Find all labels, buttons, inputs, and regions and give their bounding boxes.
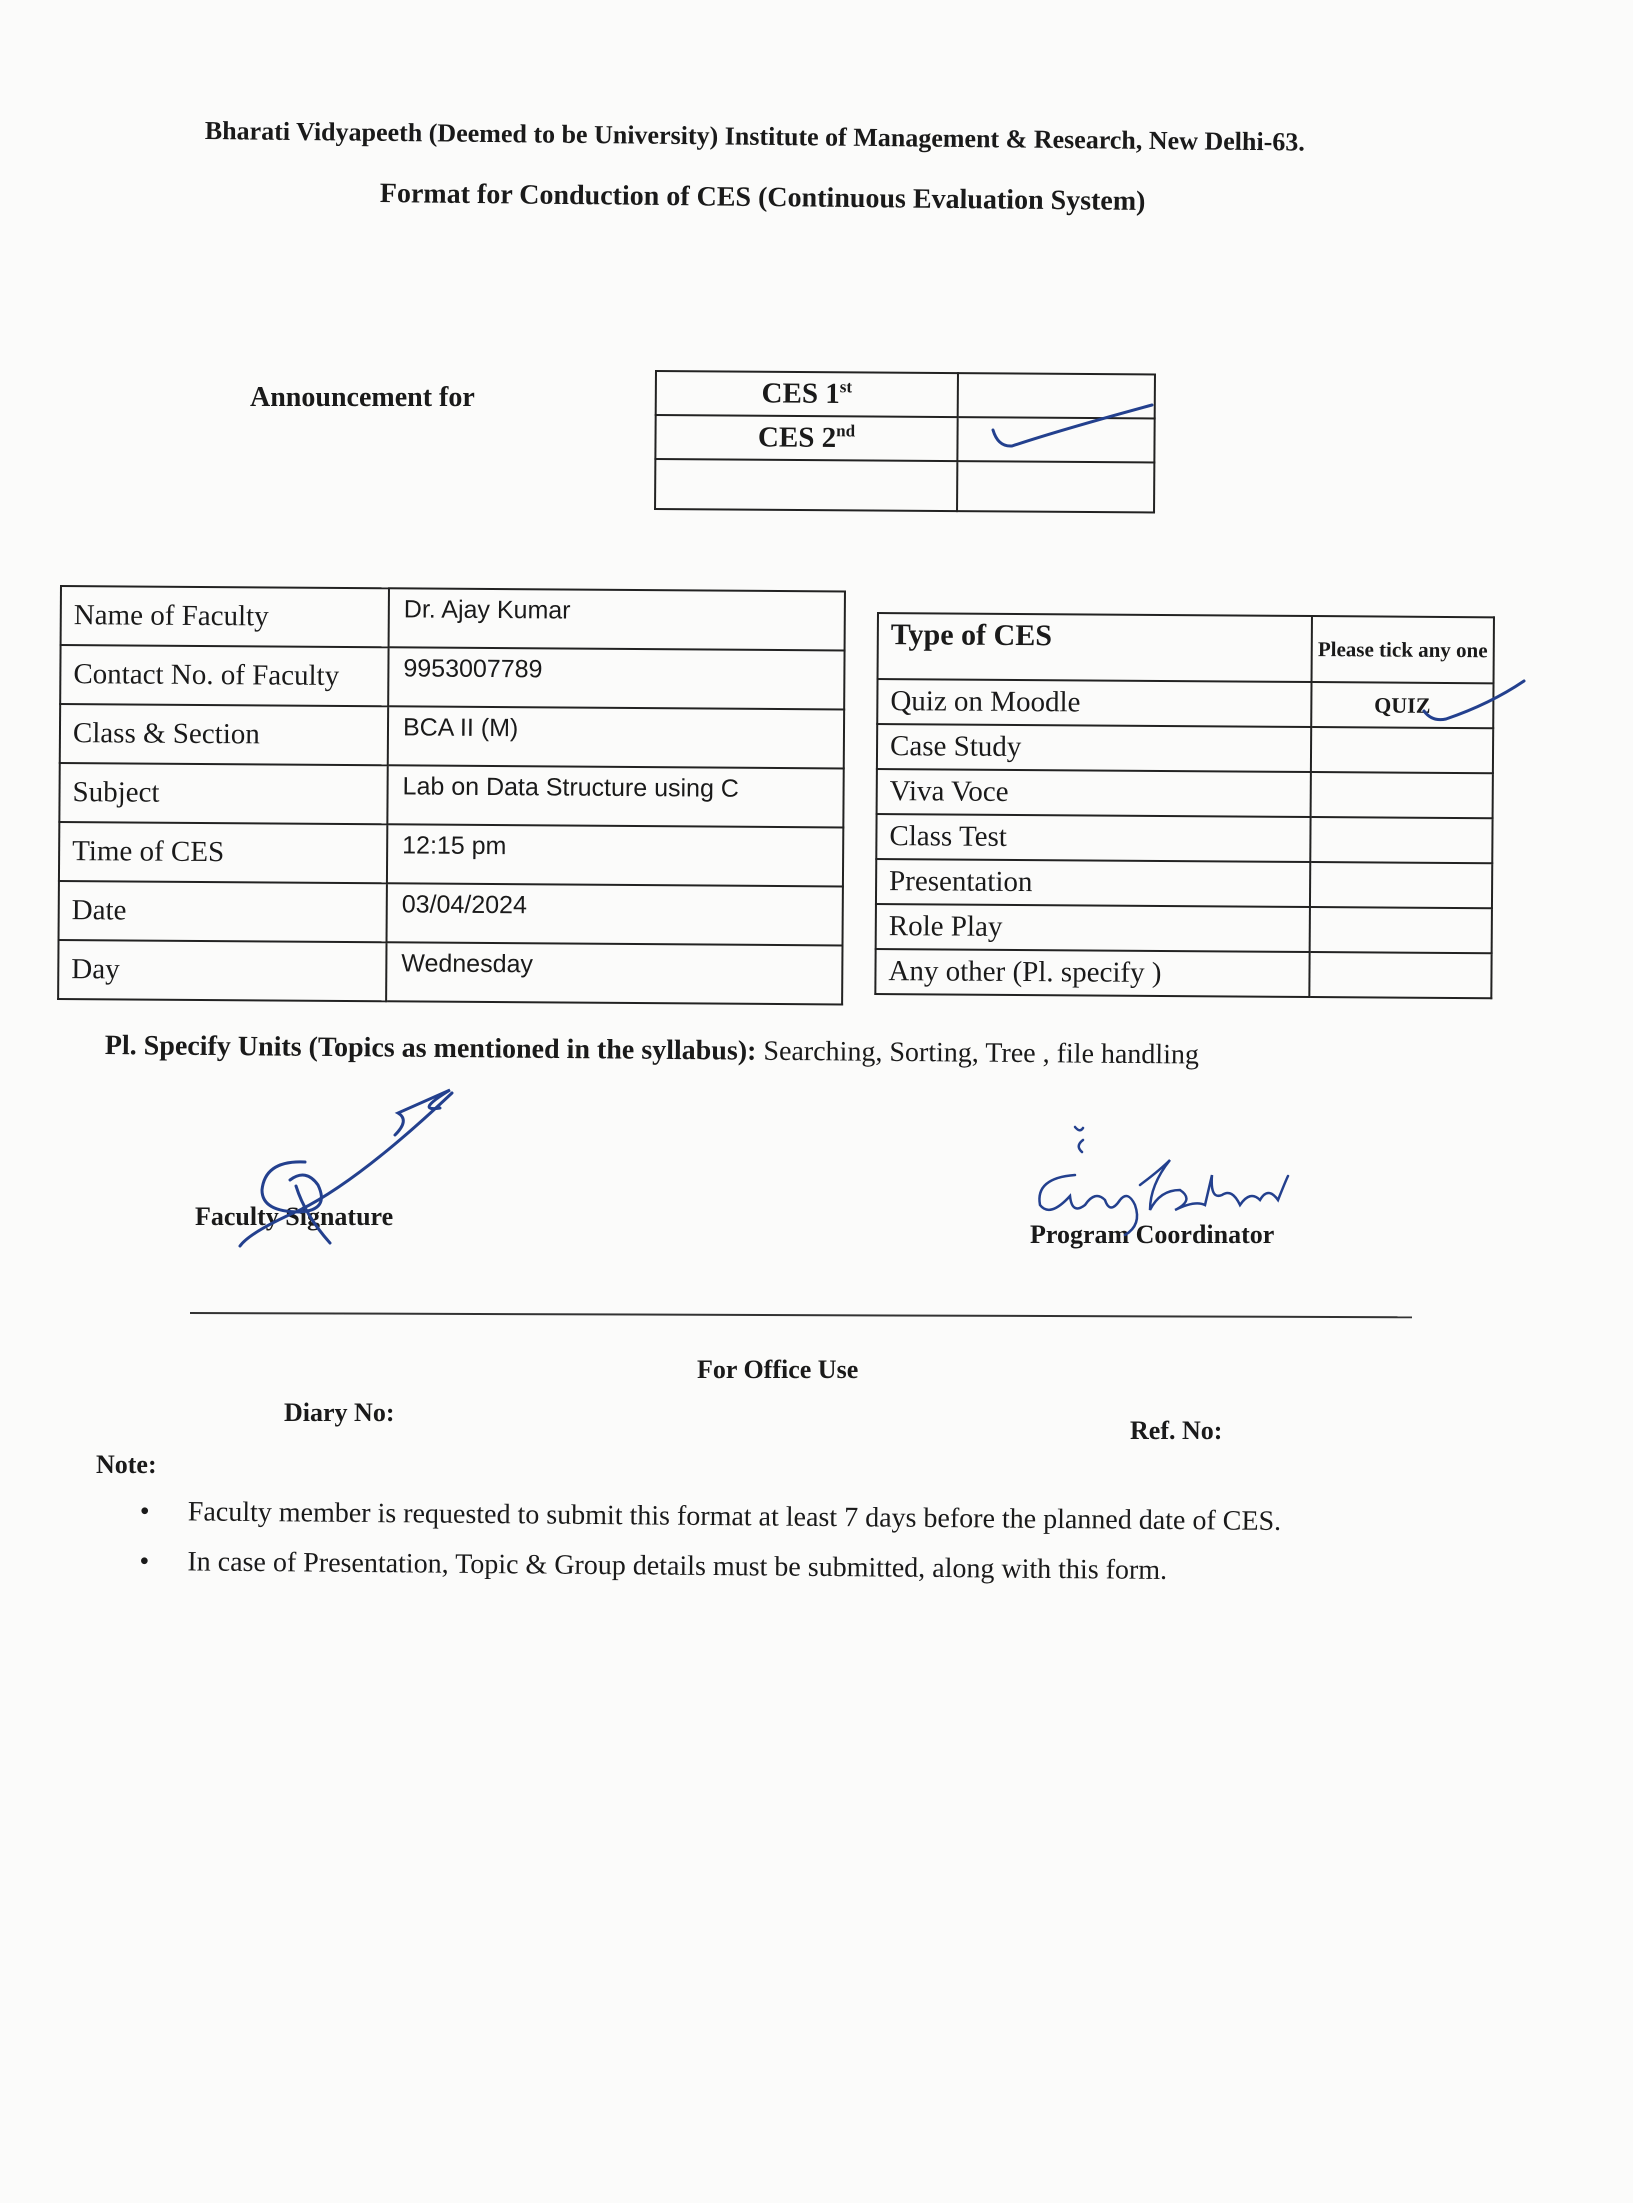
field-value[interactable]: BCA II (M) bbox=[388, 706, 844, 768]
ces-type-label: Role Play bbox=[876, 904, 1310, 952]
note-text: Faculty member is requested to submit this format at least 7 days before the planned date of CES. bbox=[187, 1496, 1282, 1537]
coordinator-signature bbox=[1039, 1127, 1288, 1235]
ces-type-label: Any other (Pl. specify ) bbox=[875, 949, 1309, 997]
diary-no-label: Diary No: bbox=[284, 1398, 395, 1427]
announcement-tick-cell[interactable] bbox=[957, 417, 1154, 462]
form-title: Format for Conduction of CES (Continuous Evaluation System) bbox=[379, 178, 1146, 218]
bullet-icon: • bbox=[139, 1496, 150, 1528]
field-label: Subject bbox=[59, 763, 387, 824]
note-text: In case of Presentation, Topic & Group details must be submitted, along with this form. bbox=[187, 1546, 1168, 1586]
institute-heading: Bharati Vidyapeeth (Deemed to be University) Institute of Management & Research, New Delhi-63. bbox=[204, 116, 1305, 157]
ces-type-tick-cell[interactable]: QUIZ bbox=[1311, 682, 1493, 728]
units-value[interactable]: Searching, Sorting, Tree , file handling bbox=[763, 1035, 1200, 1071]
field-value[interactable]: 03/04/2024 bbox=[387, 883, 843, 945]
faculty-details-table bbox=[57, 585, 846, 1005]
divider bbox=[190, 1312, 1412, 1318]
office-use-title: For Office Use bbox=[697, 1355, 859, 1384]
tick-header: Please tick any one bbox=[1312, 616, 1494, 683]
ces-type-table bbox=[874, 612, 1495, 999]
field-value[interactable]: Lab on Data Structure using C bbox=[387, 765, 843, 827]
table-row bbox=[876, 904, 1492, 953]
announcement-tick-cell[interactable] bbox=[958, 373, 1155, 418]
field-label: Class & Section bbox=[60, 704, 388, 765]
list-item bbox=[140, 1496, 1282, 1538]
announcement-ces-sup: st bbox=[839, 377, 853, 397]
field-label: Time of CES bbox=[59, 822, 387, 883]
announcement-ces-name: CES 2 bbox=[757, 421, 837, 455]
field-label: Date bbox=[59, 881, 387, 942]
table-row bbox=[60, 645, 844, 709]
faculty-signature-label: Faculty Signature bbox=[195, 1202, 394, 1231]
table-row bbox=[877, 724, 1493, 773]
table-row bbox=[60, 704, 844, 768]
ces-type-tick-cell[interactable] bbox=[1310, 817, 1492, 863]
notes-list bbox=[139, 1496, 1281, 1606]
announcement-ces-cell bbox=[656, 371, 958, 417]
ces-type-tick-cell[interactable] bbox=[1311, 772, 1493, 818]
table-row bbox=[59, 822, 843, 886]
field-value[interactable]: 12:15 pm bbox=[387, 824, 843, 886]
table-header-row bbox=[878, 613, 1494, 683]
table-row bbox=[877, 769, 1493, 818]
table-row bbox=[61, 586, 845, 650]
ces-type-tick-cell[interactable] bbox=[1310, 907, 1492, 953]
type-header: Type of CES bbox=[878, 613, 1312, 682]
announcement-row bbox=[656, 371, 1155, 418]
announcement-row bbox=[655, 459, 1154, 512]
table-row bbox=[58, 940, 842, 1004]
table-row bbox=[59, 881, 843, 945]
ces-type-label: Quiz on Moodle bbox=[877, 679, 1311, 727]
ces-type-tick-cell[interactable] bbox=[1309, 952, 1491, 998]
ces-type-tick-cell[interactable] bbox=[1310, 862, 1492, 908]
table-row bbox=[877, 679, 1493, 728]
field-value[interactable]: 9953007789 bbox=[388, 647, 844, 709]
field-value[interactable]: Wednesday bbox=[386, 942, 842, 1004]
field-label: Day bbox=[58, 940, 386, 1001]
announcement-tick-cell[interactable] bbox=[957, 461, 1154, 512]
ces-type-tick-cell[interactable] bbox=[1311, 727, 1493, 773]
ces-type-label: Viva Voce bbox=[877, 769, 1311, 817]
announcement-row bbox=[655, 415, 1154, 462]
announcement-label: Announcement for bbox=[250, 382, 475, 413]
units-line bbox=[105, 1030, 1199, 1072]
announcement-ces-cell bbox=[655, 459, 957, 511]
ces-type-label: Presentation bbox=[876, 859, 1310, 907]
table-row bbox=[876, 859, 1492, 908]
field-label: Name of Faculty bbox=[61, 586, 389, 647]
ref-no-label: Ref. No: bbox=[1130, 1416, 1223, 1445]
units-label: Pl. Specify Units (Topics as mentioned in the syllabus): bbox=[104, 1030, 757, 1067]
table-row bbox=[59, 763, 843, 827]
table-row bbox=[876, 814, 1492, 863]
announcement-ces-name: CES 1 bbox=[761, 377, 840, 411]
program-coordinator-label: Program Coordinator bbox=[1030, 1220, 1275, 1249]
note-label: Note: bbox=[96, 1450, 157, 1479]
announcement-ces-cell bbox=[655, 415, 957, 461]
ces-type-label: Class Test bbox=[876, 814, 1310, 862]
table-row bbox=[875, 949, 1491, 998]
announcement-ces-sup: nd bbox=[836, 421, 856, 441]
list-item bbox=[139, 1546, 1281, 1588]
announcement-table bbox=[654, 370, 1156, 513]
field-label: Contact No. of Faculty bbox=[60, 645, 388, 706]
ces-type-label: Case Study bbox=[877, 724, 1311, 772]
bullet-icon: • bbox=[139, 1545, 150, 1578]
field-value[interactable]: Dr. Ajay Kumar bbox=[389, 588, 845, 650]
